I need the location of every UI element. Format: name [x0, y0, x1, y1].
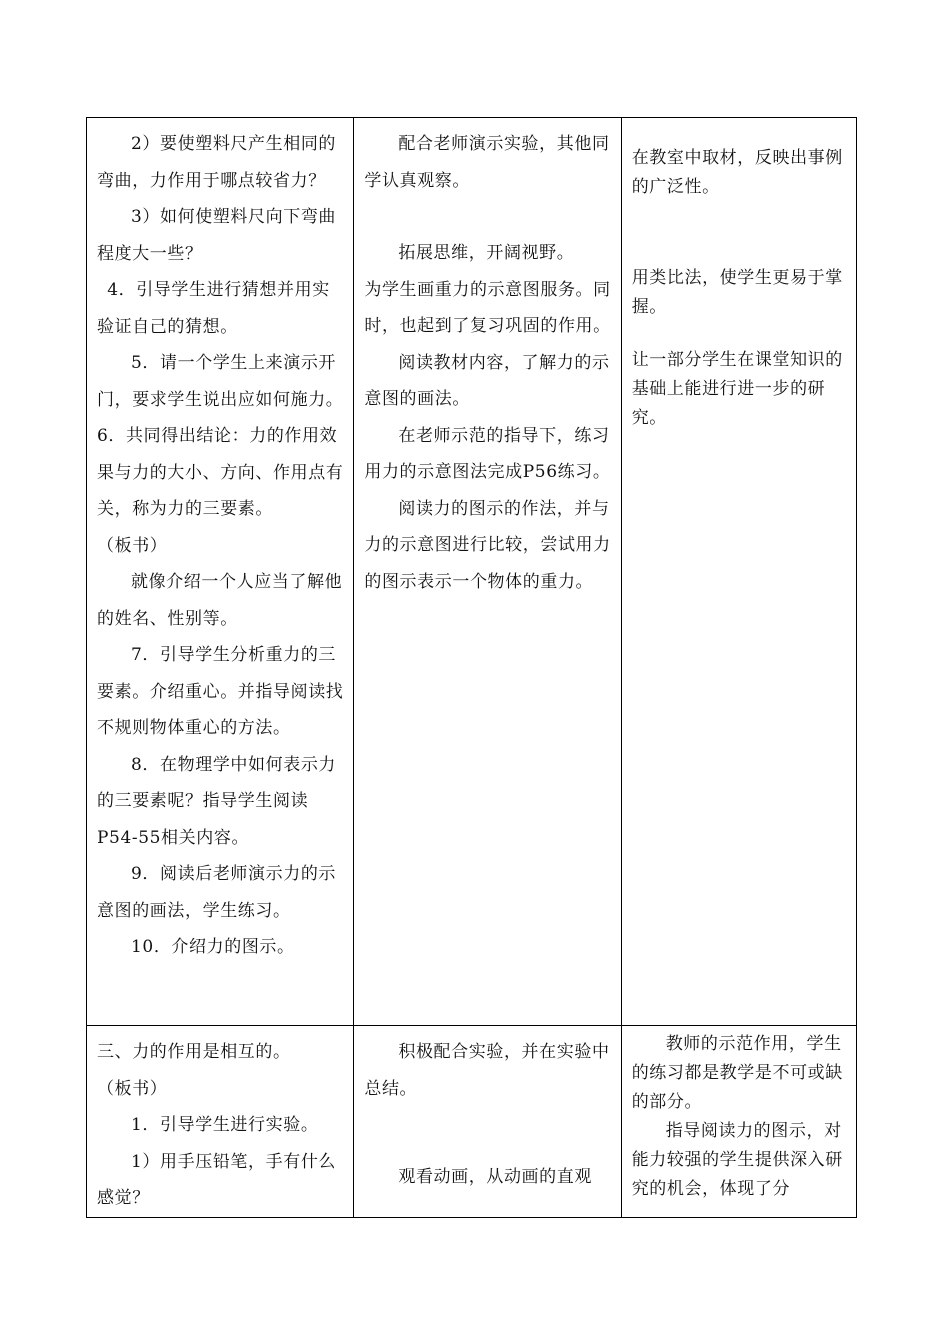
paragraph: 在教室中取材，反映出事例的广泛性。	[631, 148, 843, 197]
paragraph: 为学生画重力的示意图服务。同时，也起到了复习巩固的作用。	[364, 279, 611, 336]
paragraph: 阅读力的图示的作法，并与力的示意图进行比较，尝试用力的图示表示一个物体的重力。	[364, 498, 611, 592]
paragraph: 三、力的作用是相互的。	[97, 1042, 291, 1062]
paragraph: 在老师示范的指导下，练习用力的示意图法完成P56练习。	[364, 425, 611, 482]
paragraph: 4．引导学生进行猜想并用实验证自己的猜想。	[97, 280, 330, 337]
paragraph: 积极配合实验，并在实验中总结。	[364, 1042, 610, 1099]
paragraph: 教师的示范作用，学生的练习都是教学是不可或缺的部分。	[631, 1034, 843, 1112]
paragraph: 5．请一个学生上来演示开门，要求学生说出应如何施力。	[97, 353, 344, 410]
paragraph: （板书）	[97, 1078, 168, 1099]
paragraph: 7．引导学生分析重力的三要素。介绍重心。并指导阅读找不规则物体重心的方法。	[97, 645, 344, 738]
paragraph: 配合老师演示实验，其他同学认真观察。	[364, 134, 610, 191]
table-row	[87, 1026, 857, 1218]
design-intent-cell	[621, 1026, 856, 1218]
paragraph: 阅读教材内容，了解力的示意图的画法。	[364, 352, 610, 409]
paragraph: 1．引导学生进行实验。	[131, 1115, 319, 1135]
student-activity-cell	[354, 1026, 621, 1218]
paragraph: 10．介绍力的图示。	[131, 937, 295, 957]
paragraph: 2）要使塑料尺产生相同的弯曲，力作用于哪点较省力？	[97, 134, 337, 191]
paragraph: 拓展思维，开阔视野。	[398, 243, 575, 263]
paragraph: 1）用手压铅笔，手有什么感觉？	[97, 1151, 337, 1208]
paragraph: 就像介绍一个人应当了解他的姓名、性别等。	[97, 572, 343, 629]
paragraph: 3）如何使塑料尺向下弯曲程度大一些？	[97, 207, 337, 264]
design-intent-cell	[621, 118, 856, 1026]
teacher-activity-cell	[87, 118, 354, 1026]
paragraph: 指导阅读力的图示，对能力较强的学生提供深入研究的机会，体现了分	[631, 1121, 843, 1199]
lesson-plan-table	[86, 117, 857, 1218]
paragraph: 6．共同得出结论：力的作用效果与力的大小、方向、作用点有关，称为力的三要素。	[97, 426, 344, 519]
paragraph: 用类比法，使学生更易于掌握。	[631, 268, 843, 317]
paragraph: 观看动画，从动画的直观	[398, 1167, 592, 1187]
teacher-activity-cell	[87, 1026, 354, 1218]
paragraph: （板书）	[97, 535, 168, 556]
table-row	[87, 118, 857, 1026]
paragraph: 8．在物理学中如何表示力的三要素呢？指导学生阅读P54-55相关内容。	[97, 754, 337, 848]
student-activity-cell	[354, 118, 621, 1026]
paragraph: 9．阅读后老师演示力的示意图的画法，学生练习。	[97, 864, 337, 921]
paragraph: 让一部分学生在课堂知识的基础上能进行进一步的研究。	[631, 350, 843, 428]
